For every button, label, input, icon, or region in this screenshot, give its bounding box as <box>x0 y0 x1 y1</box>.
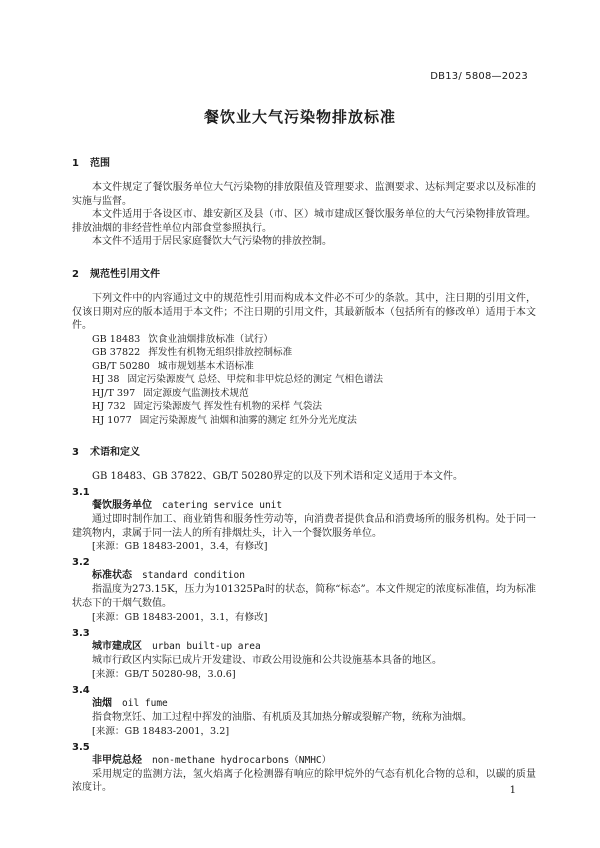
paragraph: 本文件适用于各设区市、雄安新区及县（市、区）城市建成区餐饮服务单位的大气污染物排放管理。排放油烟的非经营性单位内部食堂参照执行。 <box>72 209 536 234</box>
reference-list <box>72 333 536 428</box>
term-definition: 指温度为273.15K，压力为101325Pa时的状态，简称“标态”。本文件规定的浓度标准值，均为标准状态下的干烟气数值。 <box>72 584 536 610</box>
term-english: urban built-up area <box>152 641 261 653</box>
page-title: 餐饮业大气污染物排放标准 <box>203 108 396 126</box>
section-title: 范围 <box>90 158 110 169</box>
term-source: [来源：GB 18483-2001，3.1，有修改] <box>92 612 268 624</box>
term-heading <box>72 697 536 711</box>
reference-code: GB 37822 <box>92 347 141 359</box>
reference-code: HJ 38 <box>92 374 120 386</box>
reference-name: 固定污染源废气 油烟和油雾的测定 红外分光光度法 <box>139 414 357 426</box>
reference-item <box>72 333 536 347</box>
reference-code: GB 18483 <box>92 333 141 345</box>
term-chinese: 非甲烷总烃 <box>92 754 142 766</box>
term-heading <box>72 754 536 768</box>
section-title: 规范性引用文件 <box>90 268 160 280</box>
reference-name: 固定污染源废气 挥发性有机物的采样 气袋法 <box>133 401 322 413</box>
term-heading <box>72 569 536 583</box>
section-number: 3 <box>72 447 79 459</box>
reference-item <box>72 387 536 401</box>
term-source: [来源：GB 18483-2001，3.2] <box>92 725 230 737</box>
reference-item <box>72 346 536 360</box>
document-number: DB13/ 5808—2023 <box>430 71 528 82</box>
term-english: catering service unit <box>162 499 283 511</box>
term-number: 3.3 <box>72 628 90 640</box>
reference-name: 固定源废气监测技术规范 <box>143 387 249 399</box>
reference-item <box>72 414 536 428</box>
reference-name: 城市规划基本术语标准 <box>157 360 254 372</box>
section-title: 术语和定义 <box>90 447 140 459</box>
reference-code: GB/T 50280 <box>92 360 150 372</box>
term-definition: 城市行政区内实际已成片开发建设、市政公用设施和公共设施基本具备的地区。 <box>92 655 442 667</box>
reference-code: HJ/T 397 <box>92 387 136 399</box>
paragraph: 本文件不适用于居民家庭餐饮大气污染物的排放控制。 <box>92 236 332 248</box>
section-heading-references <box>72 265 536 280</box>
term-heading <box>72 640 536 654</box>
term-chinese: 城市建成区 <box>92 641 142 653</box>
reference-name: 饮食业油烟排放标准（试行） <box>148 333 274 345</box>
term-definition: 采用规定的监测方法，氢火焰离子化检测器有响应的除甲烷外的气态有机化合物的总和，以碳的质量浓度计。 <box>72 768 536 794</box>
reference-item <box>72 400 536 414</box>
term-chinese: 标准状态 <box>92 570 132 582</box>
term-source: [来源：GB/T 50280-98，3.0.6] <box>92 668 236 680</box>
document-body <box>72 146 536 795</box>
section-number: 2 <box>72 268 79 280</box>
term-number: 3.1 <box>72 486 90 498</box>
term-number: 3.5 <box>72 741 90 753</box>
term-english: oil fume <box>122 697 168 709</box>
reference-name: 挥发性有机物无组织排放控制标准 <box>148 347 293 359</box>
term-number: 3.2 <box>72 557 90 569</box>
reference-code: HJ 732 <box>92 401 126 413</box>
term-heading <box>72 499 536 513</box>
term-chinese: 油烟 <box>92 697 112 709</box>
term-number: 3.4 <box>72 684 90 696</box>
section-heading-terms <box>72 443 536 458</box>
term-definition: 通过即时制作加工、商业销售和服务性劳动等，向消费者提供食品和消费场所的服务机构。处于同一建筑物内，隶属于同一法人的所有排烟灶头，计入一个餐饮服务单位。 <box>72 513 536 539</box>
term-chinese: 餐饮服务单位 <box>92 499 152 511</box>
paragraph: 本文件规定了餐饮服务单位大气污染物的排放限值及管理要求、监测要求、达标判定要求以及标准的实施与监督。 <box>72 182 536 207</box>
reference-item <box>72 373 536 387</box>
paragraph: GB 18483、GB 37822、GB/T 50280界定的以及下列术语和定义适用于本文件。 <box>92 471 464 483</box>
reference-name: 固定污染源废气 总烃、甲烷和非甲烷总烃的测定 气相色谱法 <box>127 374 384 386</box>
reference-code: HJ 1077 <box>92 414 132 426</box>
term-definition: 指食物烹饪、加工过程中挥发的油脂、有机质及其加热分解或裂解产物，统称为油烟。 <box>92 711 472 723</box>
paragraph: 下列文件中的内容通过文中的规范性引用而构成本文件必不可少的条款。其中，注日期的引用文件，仅该日期对应的版本适用于本文件；不注日期的引用文件，其最新版本（包括所有的修改单）适用于本文件。 <box>72 292 536 332</box>
term-english: non-methane hydrocarbons（NMHC） <box>152 754 332 766</box>
term-source: [来源：GB 18483-2001，3.4，有修改] <box>92 541 268 553</box>
page-number: 1 <box>509 785 516 796</box>
term-english: standard condition <box>142 570 245 582</box>
section-heading-scope <box>72 154 536 169</box>
section-number: 1 <box>72 158 79 169</box>
reference-item <box>72 360 536 374</box>
